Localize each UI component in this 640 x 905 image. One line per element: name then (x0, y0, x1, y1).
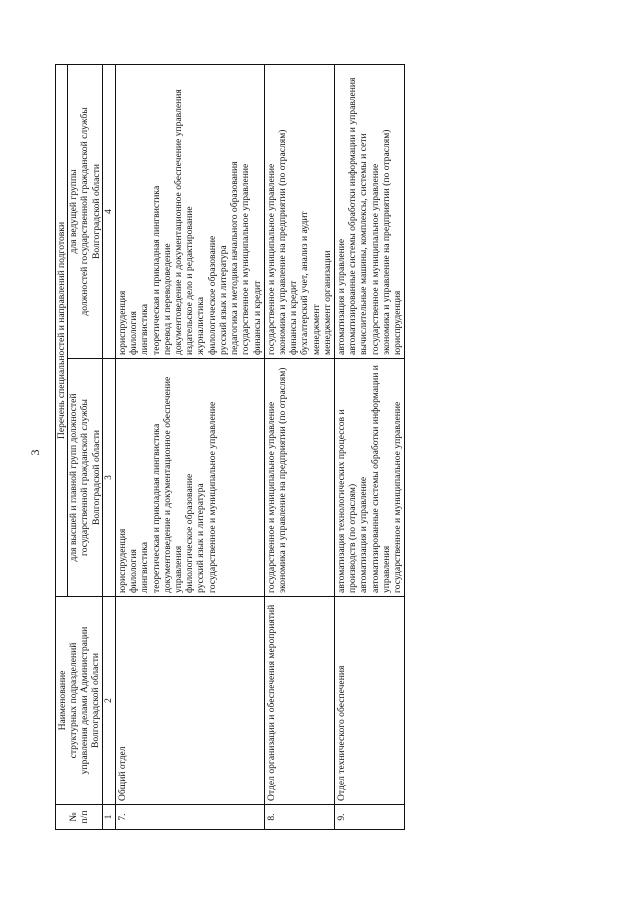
specialty-item: государственное и муниципальное управление (369, 163, 381, 355)
row-number: 9. (335, 805, 405, 830)
specialty-item: государственное и муниципальное управление (392, 401, 404, 593)
header-line: Волгоградской области (90, 652, 102, 749)
header-line: для ведущей группы (68, 169, 80, 254)
header-high-group (68, 359, 103, 597)
high-group-specialties (115, 359, 264, 597)
specialty-item: педагогика и методика начального образования (229, 161, 241, 355)
row-number: 8. (264, 805, 334, 830)
header-line: для высшей и главной групп должностей (68, 393, 80, 562)
unit-name: Отдел технического обеспечения (335, 597, 405, 805)
specialty-item: документоведение и документационное обеспечение управления (161, 376, 184, 593)
specialty-item: государственное и муниципальное управление (265, 401, 277, 593)
specialty-item: экономика и управление на предприятии (по отраслям) (380, 129, 392, 355)
specialty-item: вычислительные машины, комплексы, системы и сети (358, 133, 370, 355)
table-row (335, 64, 405, 829)
specialty-item: автоматизация и управление (336, 238, 348, 355)
specialty-item: государственное и муниципальное управление (265, 163, 277, 355)
specialty-item: юриспруденция (116, 290, 128, 355)
specialty-item: филологическое образование (184, 473, 196, 593)
specialty-item: автоматизация и управление (358, 476, 370, 593)
row-number: 7. (115, 805, 264, 830)
specialty-item: лингвистика (139, 303, 151, 355)
specialty-item: государственное и муниципальное управление (240, 163, 252, 355)
specialty-item: журналистика (195, 297, 207, 355)
specialty-item: русский язык и литература (217, 245, 229, 355)
specialty-item: менеджмент (310, 304, 322, 355)
specialty-item: автоматизированные системы обработки информации и управления (347, 77, 359, 355)
specialty-item: издательское дело и редактирование (184, 206, 196, 355)
high-group-specialties (335, 359, 405, 597)
header-line: Волгоградской области (90, 163, 102, 260)
header-lead-group (68, 64, 103, 358)
specialty-item: филологическое образование (206, 235, 218, 355)
column-index: 3 (102, 359, 115, 597)
specialty-item: документоведение и документационное обеспечение управления (172, 89, 184, 355)
header-number (56, 805, 103, 830)
specialty-item: автоматизированные системы обработки информации и управления (369, 365, 392, 593)
header-line: Волгоградской области (90, 429, 102, 526)
header-line: Наименование (56, 670, 68, 731)
specialty-item: экономика и управление на предприятии (по отраслям) (276, 367, 288, 593)
header-line: структурных подразделений (67, 642, 79, 759)
header-specialties-list: Перечень специальностей и направлений подготовки (56, 64, 68, 596)
header-line: государственной гражданской службы (79, 399, 91, 556)
table-row (264, 64, 334, 829)
specialty-item: перевод и переводоведение (161, 243, 173, 355)
unit-name: Общий отдел (115, 597, 264, 805)
column-index: 4 (102, 64, 115, 358)
specialty-item: филология (128, 549, 140, 593)
specialty-item: теоретическая и прикладная лингвистика (150, 185, 162, 355)
column-index: 2 (102, 597, 115, 805)
specialty-item: лингвистика (139, 541, 151, 593)
specialty-item: бухгалтерский учет, анализ и аудит (299, 211, 311, 355)
column-index: 1 (102, 805, 115, 830)
header-line: управления делами Администрации (78, 626, 90, 775)
specialties-table (55, 64, 405, 830)
specialty-item: юриспруденция (392, 290, 404, 355)
header-line: п/п (78, 810, 90, 824)
specialty-item: автоматизация технологических процессов и производств (по отраслям) (336, 409, 359, 593)
header-unit-name (56, 597, 103, 805)
header-line: должностей государственной гражданской службы (79, 107, 91, 316)
specialty-item: юриспруденция (116, 528, 128, 593)
specialty-item: филология (128, 311, 140, 355)
high-group-specialties (264, 359, 334, 597)
specialty-item: менеджмент организации (321, 250, 333, 355)
lead-group-specialties (264, 64, 334, 358)
specialty-item: русский язык и литература (195, 483, 207, 593)
lead-group-specialties (115, 64, 264, 358)
header-line: № (67, 812, 79, 822)
specialty-item: теоретическая и прикладная лингвистика (150, 423, 162, 593)
specialty-item: финансы и кредит (251, 280, 263, 355)
lead-group-specialties (335, 64, 405, 358)
specialty-item: экономика и управление на предприятии (по отраслям) (276, 129, 288, 355)
specialty-item: финансы и кредит (288, 280, 300, 355)
specialty-item: государственное и муниципальное управление (206, 401, 218, 593)
page-number: 3 (28, 449, 42, 456)
table-row (115, 64, 264, 829)
unit-name: Отдел организации и обеспечения мероприятий (264, 597, 334, 805)
